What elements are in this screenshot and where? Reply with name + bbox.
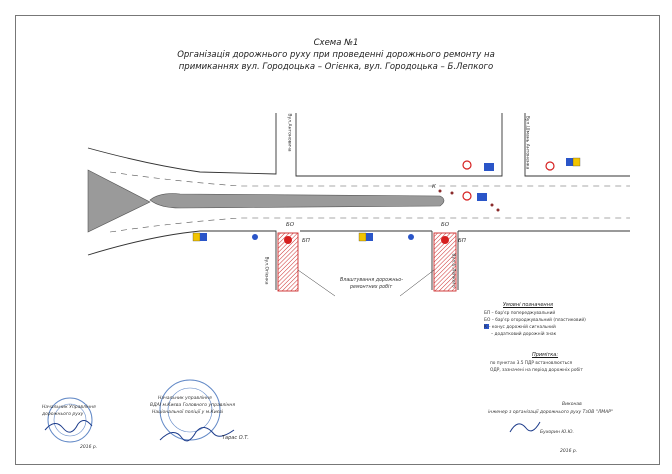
cone-icon xyxy=(451,192,454,195)
sig-left-date: 2016 р. xyxy=(80,445,98,450)
sig-right-line2: інженер з організації дорожнього руху ТзОВ "ЛМАР" xyxy=(488,410,614,415)
traffic-island xyxy=(88,170,150,232)
label-cone: К xyxy=(432,184,436,190)
legend-item-k: К – конус дорожній сигнальний xyxy=(484,325,556,330)
label-bp-2: БП xyxy=(458,238,466,244)
sig-left-title: Начальник Управління xyxy=(42,405,96,410)
note-title: Примітка: xyxy=(532,352,559,358)
sig-right-date: 2016 р. xyxy=(560,449,578,454)
legend-title: Умовні позначення xyxy=(503,302,553,308)
signature-right xyxy=(510,422,540,432)
direction-sign-icon xyxy=(477,193,487,201)
cone-icon xyxy=(491,204,494,207)
median-strip xyxy=(150,194,444,208)
sig-mid-name: Тарас О.Т. xyxy=(222,435,249,441)
info-sign-icon xyxy=(408,234,414,240)
no-turn-sign-icon xyxy=(546,162,554,170)
barrier-sign-icon xyxy=(441,236,449,244)
legend-item-bo: БО – бар'єр огороджувальний (пластиковий) xyxy=(484,318,586,323)
lane-dash-upper xyxy=(110,172,630,186)
label-bo-1: БО xyxy=(286,222,295,228)
road-edge-upper-left xyxy=(88,113,276,174)
label-works-line2: ремонтних робіт xyxy=(350,285,393,290)
sig-left-line2: дорожнього руху xyxy=(42,412,84,417)
scheme-title-line1: Організація дорожнього руху при проведенні дорожнього ремонту на xyxy=(177,50,495,60)
street-label-lepkoho: Вул.Б.Лепкого xyxy=(450,253,456,288)
scheme-title-line2: примиканнях вул. Городоцька – Огієнка, вул. Городоцька – Б.Лепкого xyxy=(178,62,494,72)
sig-mid-line1: Начальник управління xyxy=(158,396,212,401)
barrier-sign-icon xyxy=(284,236,292,244)
lane-dash-lower xyxy=(110,218,630,232)
info-sign-icon xyxy=(252,234,258,240)
sig-mid-line2: ВДАІ м.Києва Головного управління xyxy=(150,403,236,408)
legend-item-sign: – додатковий дорожній знак xyxy=(491,332,557,337)
label-bo-2: БО xyxy=(441,222,450,228)
road-edge-lower-left xyxy=(88,231,276,290)
road-edge-upper-right xyxy=(525,113,630,176)
sig-right-line1: Виконав xyxy=(562,402,582,407)
no-turn-sign-icon xyxy=(463,192,471,200)
street-label-antonovycha: Вул.Антоновича xyxy=(286,113,292,152)
scheme-number: Схема №1 xyxy=(313,38,359,48)
legend-item-bp: БП – бар'єр попереджувальний xyxy=(484,311,556,316)
sig-right-name: Бухорин Ю.Ю. xyxy=(540,430,574,435)
label-works-line1: Влаштування дорожньо- xyxy=(340,278,403,283)
note-line1: по пунктах 3.5 ПДР встановлюється xyxy=(490,361,573,366)
note-line2: ОДР, зазначені на період дорожніх робіт xyxy=(490,368,583,373)
cone-icon xyxy=(497,209,500,212)
street-label-shmuk: Вул.Шмань Антоненка xyxy=(524,115,530,170)
sig-mid-line3: Національної поліції у м.Києві xyxy=(152,410,224,415)
direction-sign-icon xyxy=(484,163,494,171)
no-turn-sign-icon xyxy=(463,161,471,169)
cone-icon xyxy=(439,190,442,193)
street-label-ohienka: Вул.Огієнка xyxy=(263,256,269,285)
direction-sign-icon xyxy=(566,158,574,166)
label-bp-1: БП xyxy=(302,238,310,244)
